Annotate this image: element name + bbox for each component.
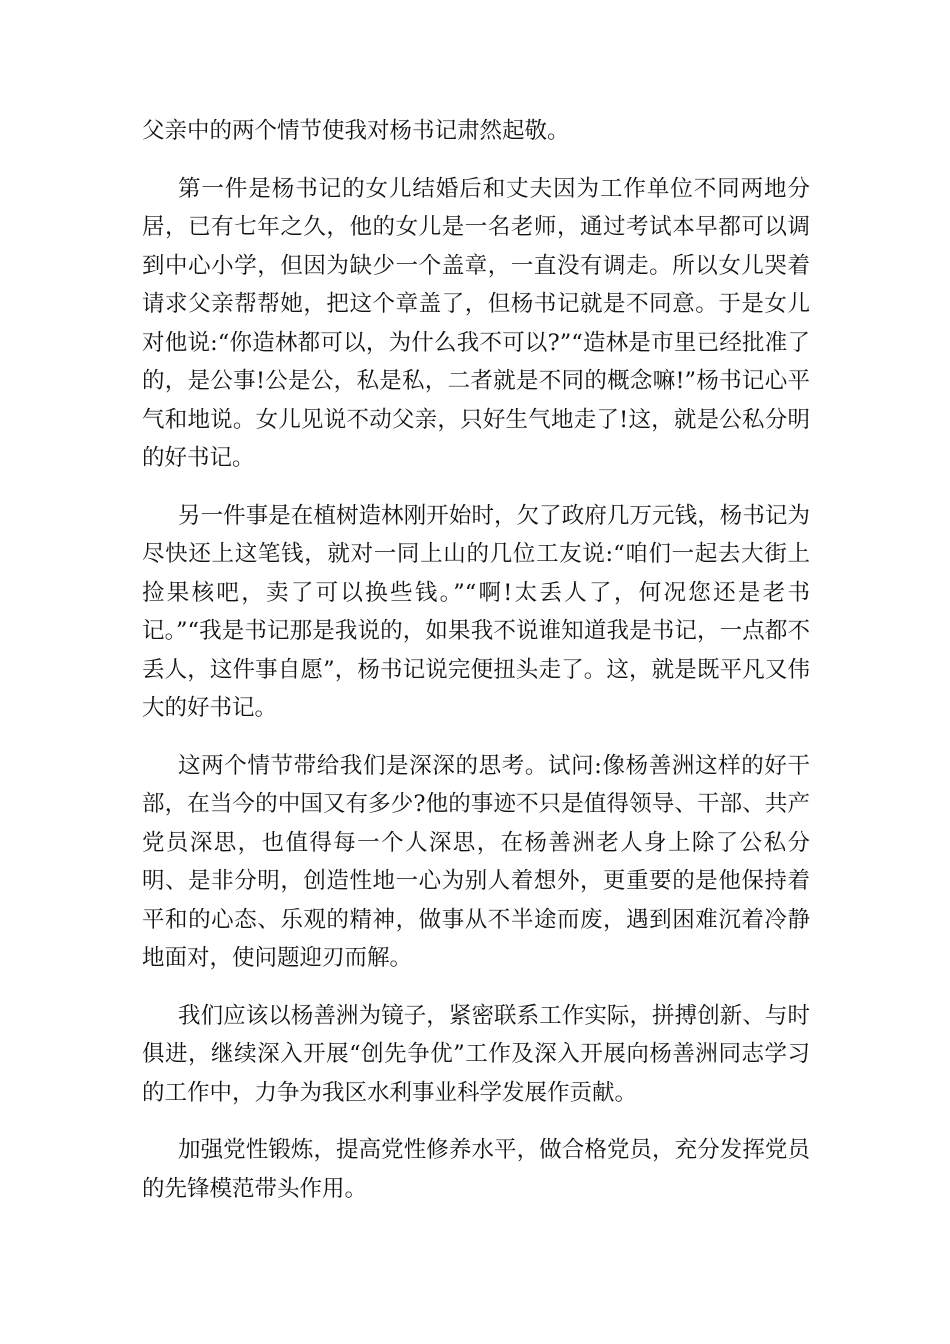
- paragraph-reflection: 这两个情节带给我们是深深的思考。试问:像杨善洲这样的好干部，在当今的中国又有多少?他的事迹不只是值得领导、干部、共产党员深思，也值得每一个人深思，在杨善洲老人身上除了公私分明、是非分明，创造性地一心为别人着想外，更重要的是他保持着平和的心态、乐观的精神，做事从不半途而废，遇到困难沉着冷静地面对，使问题迎刃而解。: [142, 752, 810, 971]
- document-body: [142, 112, 810, 1227]
- paragraph-commitment: 我们应该以杨善洲为镜子，紧密联系工作实际，拼搏创新、与时俱进，继续深入开展“创先争优”工作及深入开展向杨善洲同志学习的工作中，力争为我区水利事业科学发展作贡献。: [142, 1002, 810, 1106]
- paragraph-conclusion: 加强党性锻炼，提高党性修养水平，做合格党员，充分发挥党员的先锋模范带头作用。: [142, 1137, 810, 1202]
- paragraph-second-story: 另一件事是在植树造林刚开始时，欠了政府几万元钱，杨书记为尽快还上这笔钱，就对一同上山的几位工友说:“咱们一起去大街上捡果核吧，卖了可以换些钱。”“啊!太丢人了，何况您还是老书记。”“我是书记那是我说的，如果我不说谁知道我是书记，一点都不丢人，这件事自愿”，杨书记说完便扭头走了。这，就是既平凡又伟大的好书记。: [142, 502, 810, 721]
- paragraph-first-story: 第一件是杨书记的女儿结婚后和丈夫因为工作单位不同两地分居，已有七年之久，他的女儿是一名老师，通过考试本早都可以调到中心小学，但因为缺少一个盖章，一直没有调走。所以女儿哭着请求父亲帮帮她，把这个章盖了，但杨书记就是不同意。于是女儿对他说:“你造林都可以，为什么我不可以?”“造林是市里已经批准了的，是公事!公是公，私是私，二者就是不同的概念嘛!”杨书记心平气和地说。女儿见说不动父亲，只好生气地走了!这，就是公私分明的好书记。: [142, 175, 810, 471]
- paragraph-continuation: 父亲中的两个情节使我对杨书记肃然起敬。: [142, 118, 570, 144]
